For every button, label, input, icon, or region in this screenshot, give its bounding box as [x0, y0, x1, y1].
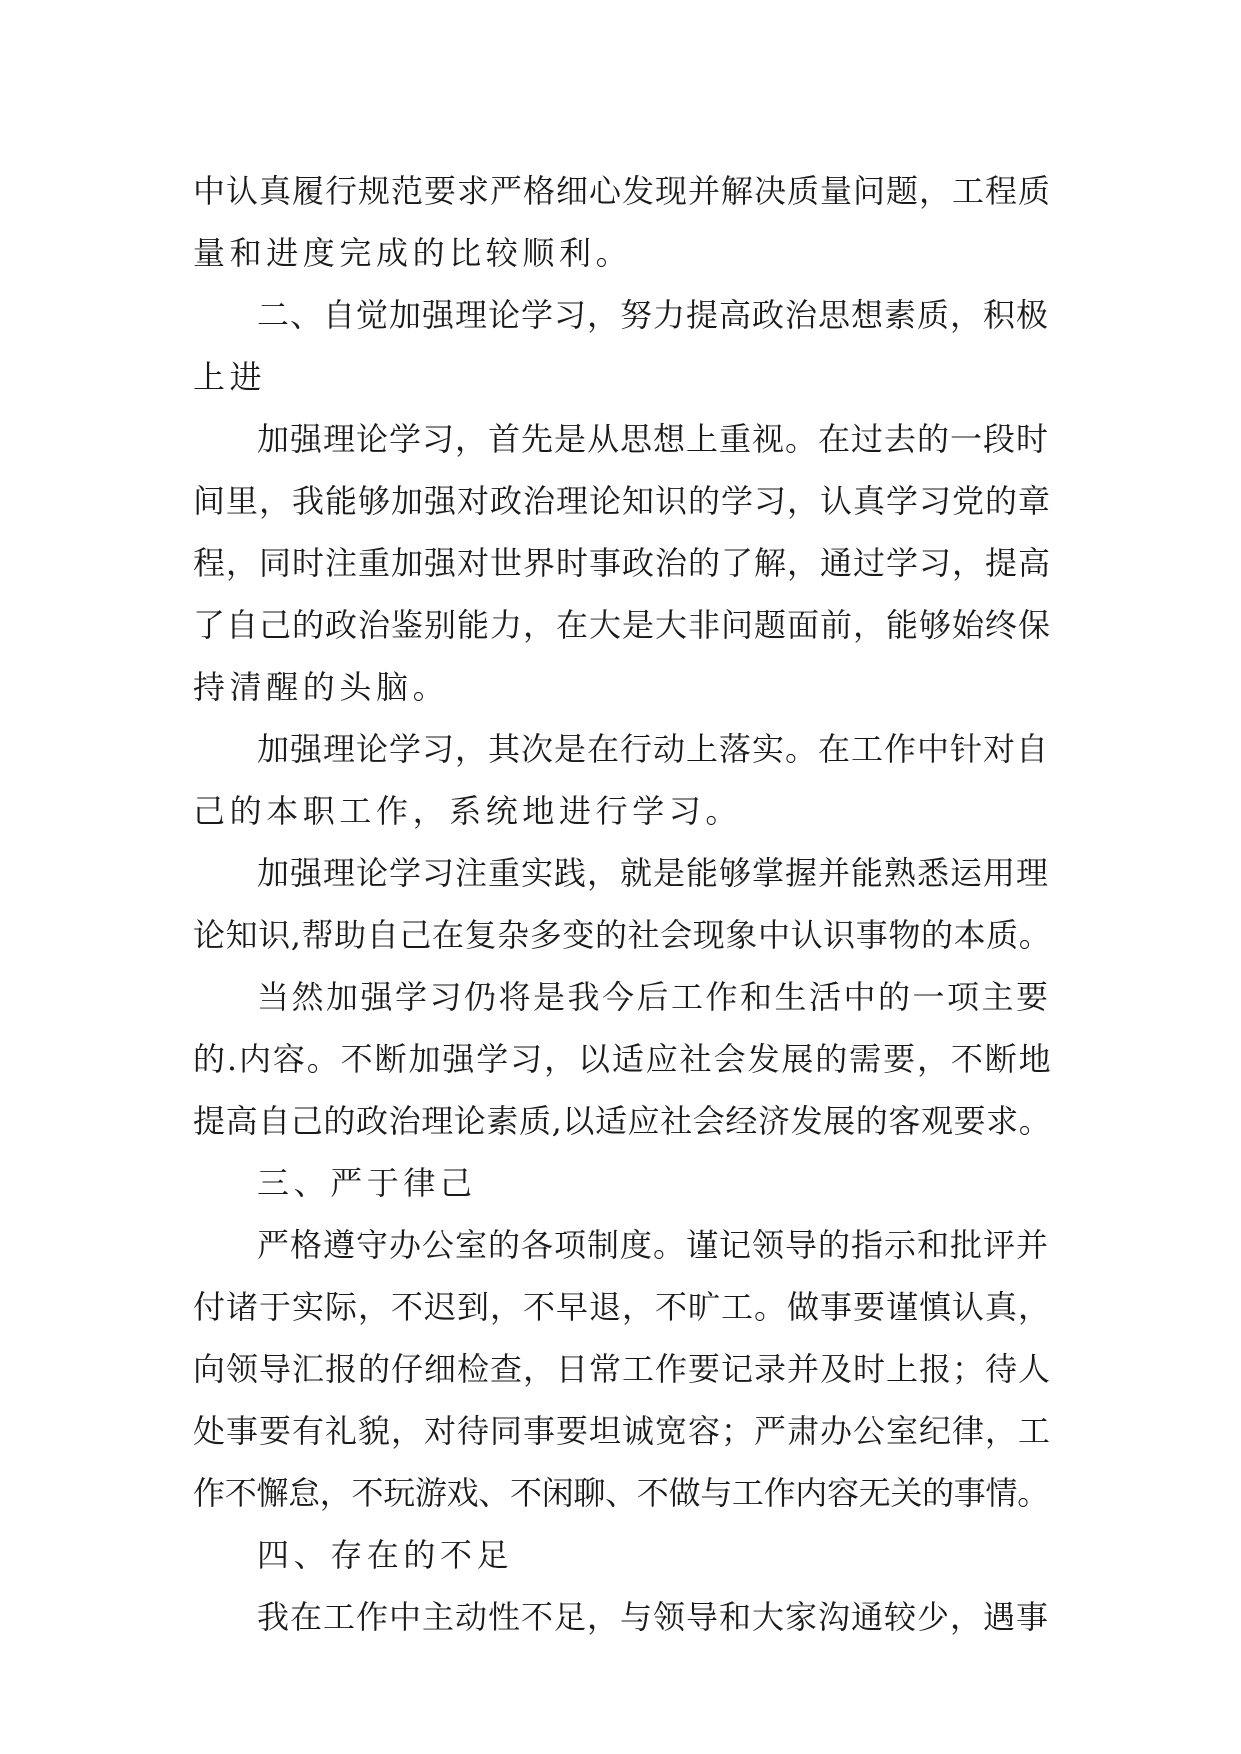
text-line: 量和进度完成的比较顺利。 — [193, 234, 633, 272]
text-line: 己的本职工作，系统地进行学习。 — [193, 792, 743, 830]
text-line: 向领导汇报的仔细检查，日常工作要记录并及时上报；待人 — [193, 1350, 1052, 1388]
text-line: 论知识,帮助自己在复杂多变的社会现象中认识事物的本质。 — [193, 916, 1052, 954]
paragraph-start: 严格遵守办公室的各项制度。谨记领导的指示和批评并 — [257, 1226, 1050, 1264]
paragraph-start: 加强理论学习注重实践，就是能够掌握并能熟悉运用理 — [257, 854, 1050, 892]
text-line: 了自己的政治鉴别能力，在大是大非问题面前，能够始终保 — [193, 606, 1052, 644]
paragraph-start: 我在工作中主动性不足，与领导和大家沟通较少，遇事 — [257, 1598, 1050, 1636]
text-line: 间里，我能够加强对政治理论知识的学习，认真学习党的章 — [193, 482, 1052, 520]
text-line: 程，同时注重加强对世界时事政治的了解，通过学习，提高 — [193, 544, 1052, 582]
text-line: 作不懈怠，不玩游戏、不闲聊、不做与工作内容无关的事情。 — [193, 1474, 1049, 1512]
text-line: 处事要有礼貌，对待同事要坦诚宽容；严肃办公室纪律，工 — [193, 1412, 1052, 1450]
text-line: 中认真履行规范要求严格细心发现并解决质量问题，工程质 — [193, 172, 1052, 210]
paragraph-start: 当然加强学习仍将是我今后工作和生活中的一项主要 — [257, 978, 1051, 1016]
text-line: 提高自己的政治理论素质,以适应社会经济发展的客观要求。 — [193, 1102, 1052, 1140]
section-heading-2: 二、自觉加强理论学习，努力提高政治思想素质，积极 — [257, 296, 1050, 334]
text-line: 付诸于实际，不迟到，不早退，不旷工。做事要谨慎认真， — [193, 1288, 1052, 1326]
paragraph-start: 加强理论学习，其次是在行动上落实。在工作中针对自 — [257, 730, 1050, 768]
document-body — [193, 160, 1053, 1648]
section-heading-3: 三、严于律己 — [257, 1164, 477, 1202]
text-line: 持清醒的头脑。 — [193, 668, 450, 706]
paragraph-start: 加强理论学习，首先是从思想上重视。在过去的一段时 — [257, 420, 1050, 458]
text-line: 的.内容。不断加强学习，以适应社会发展的需要，不断地 — [193, 1040, 1053, 1078]
section-heading-4: 四、存在的不足 — [257, 1536, 514, 1574]
section-heading-2-cont: 上进 — [193, 358, 267, 396]
